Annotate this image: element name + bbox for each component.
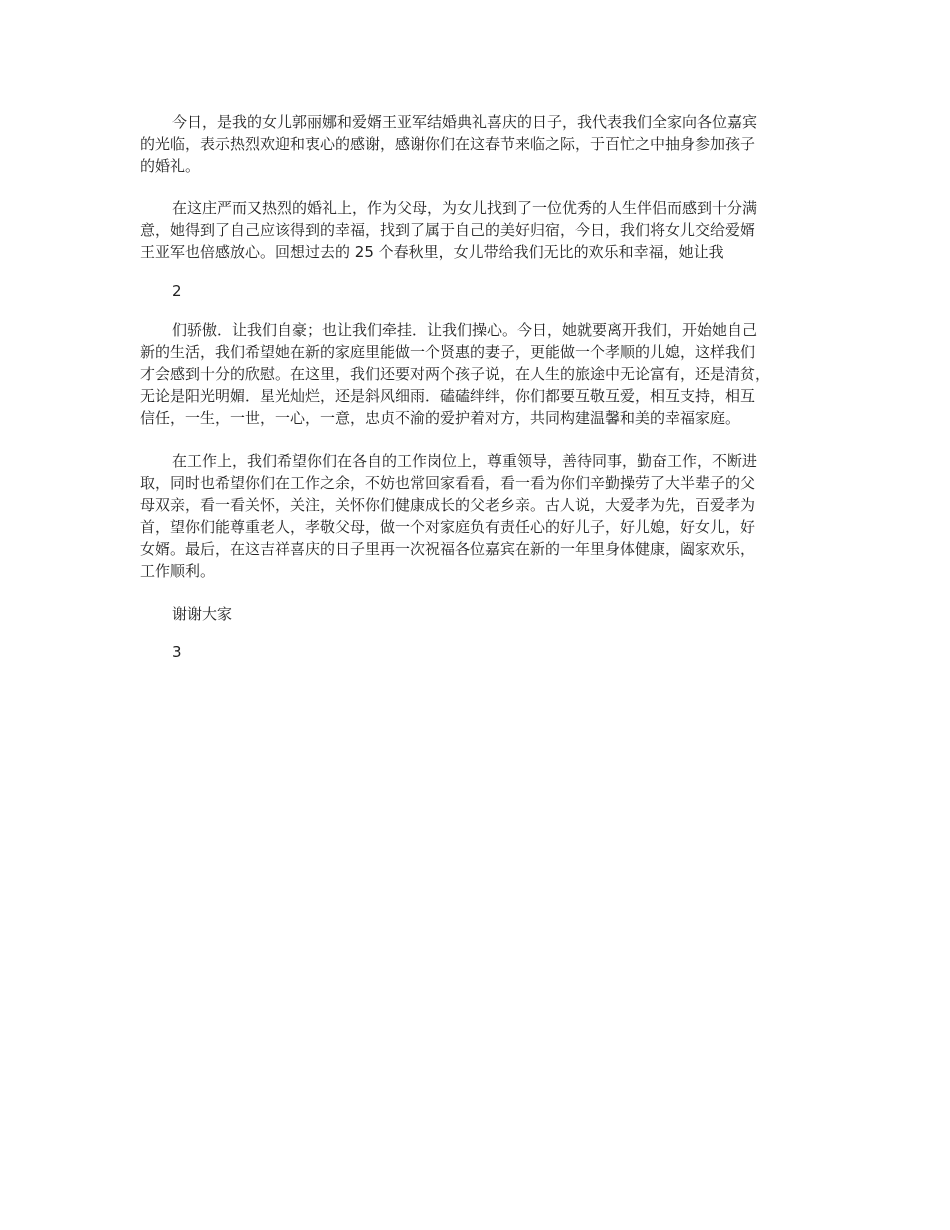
page-number: 2 xyxy=(172,282,182,300)
paragraph-line: 无论是阳光明媚．星光灿烂，还是斜风细雨．磕磕绊绊，你们都要互敬互爱，相互支持，相互 xyxy=(140,387,756,405)
paragraph-line: 在工作上，我们希望你们在各自的工作岗位上，尊重领导，善待同事，勤奋工作，不断进 xyxy=(172,452,758,470)
paragraph-3 xyxy=(140,319,820,429)
closing-text: 谢谢大家 xyxy=(172,605,233,623)
paragraph-line: 们骄傲．让我们自豪；也让我们牵挂．让我们操心。今日，她就要离开我们，开始她自己 xyxy=(172,321,758,339)
paragraph-line: 在这庄严而又热烈的婚礼上，作为父母，为女儿找到了一位优秀的人生伴侣而感到十分满 xyxy=(172,199,758,217)
paragraph-line: 的婚礼。 xyxy=(140,157,201,175)
paragraph-line: 母双亲，看一看关怀，关注，关怀你们健康成长的父老乡亲。古人说，大爱孝为先，百爱孝为 xyxy=(140,496,756,514)
paragraph-line: 王亚军也倍感放心。回想过去的 25 个春秋里，女儿带给我们无比的欢乐和幸福，她让我 xyxy=(140,243,724,261)
paragraph-line: 女婿。最后，在这吉祥喜庆的日子里再一次祝福各位嘉宾在新的一年里身体健康，阖家欢乐， xyxy=(140,540,756,558)
paragraph-line: 今日，是我的女儿郭丽娜和爱婿王亚军结婚典礼喜庆的日子，我代表我们全家向各位嘉宾 xyxy=(172,113,758,131)
paragraph-line: 工作顺利。 xyxy=(140,562,216,580)
paragraph-line: 首，望你们能尊重老人，孝敬父母，做一个对家庭负有责任心的好儿子，好儿媳，好女儿，好 xyxy=(140,518,756,536)
paragraph-line: 取，同时也希望你们在工作之余，不妨也常回家看看，看一看为你们辛勤操劳了大半辈子的父 xyxy=(140,474,756,492)
paragraph-4 xyxy=(140,450,820,582)
paragraph-2 xyxy=(140,197,820,263)
paragraph-line: 才会感到十分的欣慰。在这里，我们还要对两个孩子说，在人生的旅途中无论富有，还是清贫， xyxy=(140,365,771,383)
paragraph-line: 信任，一生，一世，一心，一意，忠贞不渝的爱护着对方，共同构建温馨和美的幸福家庭。 xyxy=(140,409,741,427)
paragraph-line: 新的生活，我们希望她在新的家庭里能做一个贤惠的妻子，更能做一个孝顺的儿媳，这样我们 xyxy=(140,343,756,361)
paragraph-line: 意，她得到了自己应该得到的幸福，找到了属于自己的美好归宿，今日，我们将女儿交给爱婿 xyxy=(140,221,756,239)
paragraph-line: 的光临，表示热烈欢迎和衷心的感谢，感谢你们在这春节来临之际，于百忙之中抽身参加孩子 xyxy=(140,135,756,153)
paragraph-1 xyxy=(140,111,820,177)
page-number: 3 xyxy=(172,643,182,661)
